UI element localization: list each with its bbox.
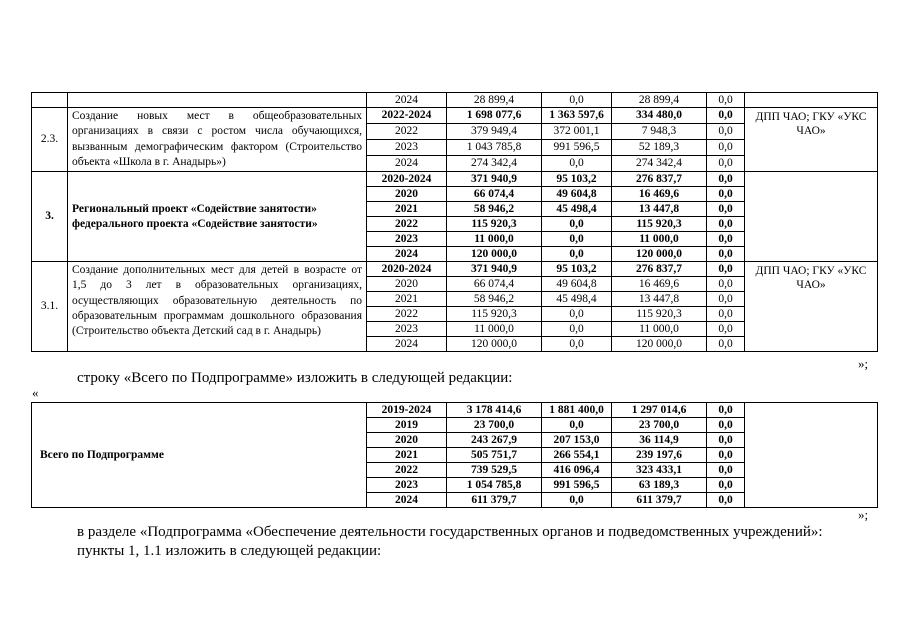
cell-v4: 0,0: [707, 448, 745, 463]
table-row: 2024 28 899,4 0,0 28 899,4 0,0: [32, 93, 878, 108]
cell-v3: 11 000,0: [612, 232, 707, 247]
cell-year: 2019-2024: [367, 403, 447, 418]
cell-v3: 115 920,3: [612, 307, 707, 322]
cell-year: 2022-2024: [367, 108, 447, 124]
cell-v2: 0,0: [542, 418, 612, 433]
cell-v2: 372 001,1: [542, 124, 612, 140]
cell-year: 2024: [367, 156, 447, 172]
subprogram-table: [31, 92, 878, 352]
cell-v4: 0,0: [707, 172, 745, 187]
cell-v2: 0,0: [542, 493, 612, 508]
cell-v2: 45 498,4: [542, 202, 612, 217]
item-index: 3.: [32, 172, 68, 262]
cell-v3: 7 948,3: [612, 124, 707, 140]
cell-v3: 334 480,0: [612, 108, 707, 124]
cell-v1: 274 342,4: [447, 156, 542, 172]
opening-quote-mark: «: [32, 385, 39, 400]
paragraph-total-row: строку «Всего по Подпрограмме» изложить в следующей редакции:: [77, 370, 513, 386]
responsible-executor: [745, 403, 878, 508]
cell-v2: 95 103,2: [542, 172, 612, 187]
closing-quote-mark-2: »;: [858, 507, 869, 522]
cell-v2: 95 103,2: [542, 262, 612, 277]
cell-v1: 371 940,9: [447, 172, 542, 187]
responsible-executor: [745, 172, 878, 262]
cell-v1: 611 379,7: [447, 493, 542, 508]
responsible-executor: ДПП ЧАО; ГКУ «УКС ЧАО»: [745, 262, 878, 352]
cell-year: 2020: [367, 187, 447, 202]
cell-v2: 0,0: [542, 337, 612, 352]
block-3: [32, 172, 878, 262]
cell-year: 2023: [367, 478, 447, 493]
cell-v4: 0,0: [707, 187, 745, 202]
cell-v1: 1 043 785,8: [447, 140, 542, 156]
cell-v2: 416 096,4: [542, 463, 612, 478]
paragraph-items: пункты 1, 1.1 изложить в следующей редакции:: [77, 543, 382, 559]
cell-v4: 0,0: [707, 433, 745, 448]
row-label: Всего по Подпрограмме: [32, 403, 367, 508]
cell-year: 2023: [367, 140, 447, 156]
item-description: Создание дополнительных мест для детей в возрасте от 1,5 до 3 лет в образовательных организациях, осуществляющих образовательную деятельность по образовательным программам дошкольного образования (Строительство объекта Детский сад в г. Анадырь): [68, 262, 367, 352]
cell-v4: 0,0: [707, 140, 745, 156]
cell-year: 2023: [367, 322, 447, 337]
cell-year: 2019: [367, 418, 447, 433]
cell-v4: 0,0: [707, 247, 745, 262]
cell-v2: 1 363 597,6: [542, 108, 612, 124]
cell-v1: 120 000,0: [447, 247, 542, 262]
cell-v4: 0,0: [707, 124, 745, 140]
cell-v4: 0,0: [707, 202, 745, 217]
cell-v1: 66 074,4: [447, 277, 542, 292]
cell-v2: 0,0: [542, 247, 612, 262]
cell-v3: 36 114,9: [612, 433, 707, 448]
cell-v1: 115 920,3: [447, 217, 542, 232]
item-index: 3.1.: [32, 262, 68, 352]
cell-v4: 0,0: [707, 307, 745, 322]
cell-v3: 16 469,6: [612, 277, 707, 292]
cell-year: 2021: [367, 448, 447, 463]
cell-v1: 1 054 785,8: [447, 478, 542, 493]
cell-year: 2020-2024: [367, 262, 447, 277]
cell-v3: 276 837,7: [612, 172, 707, 187]
cell-v4: 0,0: [707, 156, 745, 172]
cell-year: 2022: [367, 307, 447, 322]
cell-v4: 0,0: [707, 463, 745, 478]
cell-v1: 120 000,0: [447, 337, 542, 352]
cell-v3: 13 447,8: [612, 292, 707, 307]
cell-v3: 23 700,0: [612, 418, 707, 433]
cell-v1: 505 751,7: [447, 448, 542, 463]
cell-v4: 0,0: [707, 337, 745, 352]
cell-v2: 45 498,4: [542, 292, 612, 307]
cell-v2: 207 153,0: [542, 433, 612, 448]
cell-year: 2024: [367, 337, 447, 352]
cell-v3: 611 379,7: [612, 493, 707, 508]
cell-v4: 0,0: [707, 403, 745, 418]
item-description: Региональный проект «Содействие занятости» федерального проекта «Содействие занятости»: [68, 172, 367, 262]
cell-v2: 0,0: [542, 307, 612, 322]
table-row: [32, 403, 878, 418]
cell-v4: 0,0: [707, 262, 745, 277]
cell-v4: 0,0: [707, 232, 745, 247]
cell-v3: 115 920,3: [612, 217, 707, 232]
cell-v4: 0,0: [707, 108, 745, 124]
cell-v3: 11 000,0: [612, 322, 707, 337]
cell-v2: 0,0: [542, 217, 612, 232]
cell-v4: 0,0: [707, 292, 745, 307]
cell-year: 2023: [367, 232, 447, 247]
cell-v1: 23 700,0: [447, 418, 542, 433]
paragraph-section: в разделе «Подпрограмма «Обеспечение деятельности государственных органов и подведомственных учреждений»:: [77, 524, 823, 540]
cell-v2: 49 604,8: [542, 277, 612, 292]
cell-v2: 0,0: [542, 322, 612, 337]
cell-year: 2020: [367, 277, 447, 292]
cell-v3: 276 837,7: [612, 262, 707, 277]
cell-year: 2020-2024: [367, 172, 447, 187]
total-block: [32, 403, 878, 508]
cell-v3: 120 000,0: [612, 337, 707, 352]
cell-v1: 115 920,3: [447, 307, 542, 322]
block-2-3: [32, 108, 878, 172]
cell-v1: 1 698 077,6: [447, 108, 542, 124]
table-row: [32, 172, 878, 187]
cell-year: 2022: [367, 217, 447, 232]
cell-v3: 120 000,0: [612, 247, 707, 262]
cell-v4: 0,0: [707, 322, 745, 337]
cell-v1: 3 178 414,6: [447, 403, 542, 418]
cell-v3: 16 469,6: [612, 187, 707, 202]
subprogram-total-table: [31, 402, 878, 508]
cell-v4: 0,0: [707, 478, 745, 493]
cell-v3: 1 297 014,6: [612, 403, 707, 418]
cell-v4: 0,0: [707, 418, 745, 433]
responsible-executor: ДПП ЧАО; ГКУ «УКС ЧАО»: [745, 108, 878, 172]
item-index: 2.3.: [32, 108, 68, 172]
cell-year: 2020: [367, 433, 447, 448]
cell-v4: 0,0: [707, 277, 745, 292]
cell-v3: 63 189,3: [612, 478, 707, 493]
cell-v2: 0,0: [542, 232, 612, 247]
cell-v1: 66 074,4: [447, 187, 542, 202]
cell-v1: 11 000,0: [447, 322, 542, 337]
cell-v4: 0,0: [707, 493, 745, 508]
item-description: Создание новых мест в общеобразовательных организациях в связи с ростом числа обучающихся, вызванным демографическим фактором (Строительство объекта «Школа в г. Анадырь»): [68, 108, 367, 172]
cell-year: 2021: [367, 202, 447, 217]
cell-year: 2024: [367, 247, 447, 262]
cell-v2: 0,0: [542, 156, 612, 172]
cell-v1: 58 946,2: [447, 292, 542, 307]
cell-v1: 379 949,4: [447, 124, 542, 140]
cell-v1: 739 529,5: [447, 463, 542, 478]
cell-v1: 243 267,9: [447, 433, 542, 448]
cell-v4: 0,0: [707, 217, 745, 232]
cell-year: 2022: [367, 463, 447, 478]
cell-v2: 1 881 400,0: [542, 403, 612, 418]
cell-v3: 13 447,8: [612, 202, 707, 217]
closing-quote-mark: »;: [858, 356, 869, 371]
cell-year: 2021: [367, 292, 447, 307]
cell-v2: 991 596,5: [542, 478, 612, 493]
cell-v3: 239 197,6: [612, 448, 707, 463]
cell-v1: 371 940,9: [447, 262, 542, 277]
cell-v2: 991 596,5: [542, 140, 612, 156]
table-row: [32, 262, 878, 277]
cell-v3: 52 189,3: [612, 140, 707, 156]
cell-year: 2024: [367, 493, 447, 508]
cell-v1: 11 000,0: [447, 232, 542, 247]
block-3-1: [32, 262, 878, 352]
cell-v2: 266 554,1: [542, 448, 612, 463]
cell-year: 2022: [367, 124, 447, 140]
cell-v3: 274 342,4: [612, 156, 707, 172]
cell-v3: 323 433,1: [612, 463, 707, 478]
cell-v1: 58 946,2: [447, 202, 542, 217]
cell-v2: 49 604,8: [542, 187, 612, 202]
table-row: [32, 108, 878, 124]
